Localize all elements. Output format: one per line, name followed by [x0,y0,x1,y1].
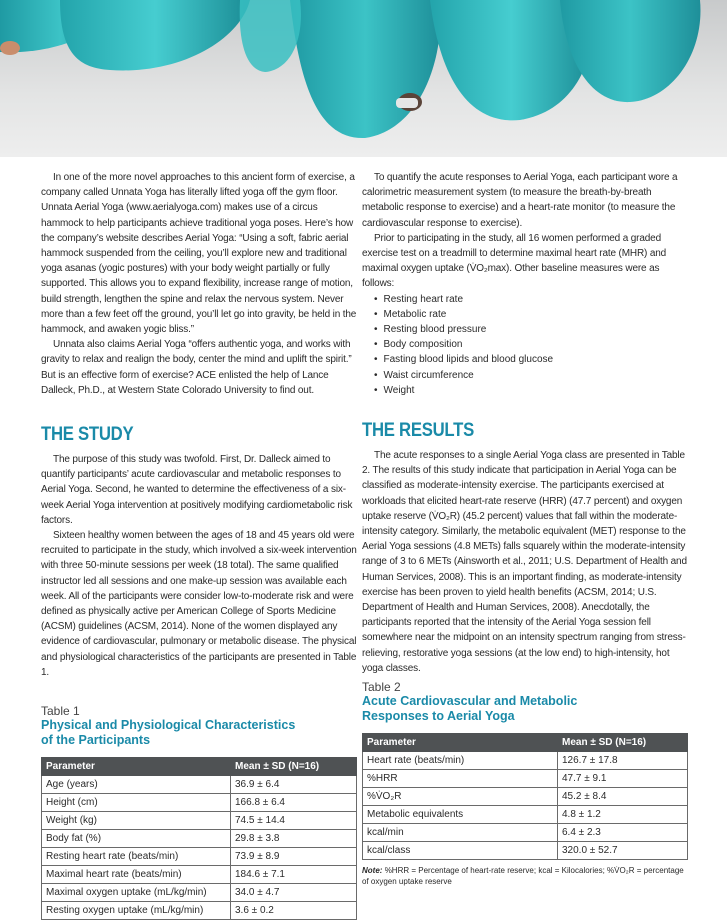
table2-block [362,680,688,887]
table-cell: 126.7 ± 17.8 [558,752,688,770]
list-item: • Resting blood pressure [374,322,688,337]
table-cell: Resting heart rate (beats/min) [42,848,231,866]
hero-photo [0,0,727,157]
list-item: • Weight [374,383,688,398]
method-paragraph: Prior to participating in the study, all 16 women performed a graded exercise test on a treadmill to determine maximal heart rate (MHR) and maximal oxygen uptake (V̇O₂max). Other baseline measures were as follows: [362,232,667,290]
column-header: Mean ± SD (N=16) [558,734,688,752]
column-header: Mean ± SD (N=16) [231,758,357,776]
table1-label: Table 1 [41,704,80,719]
table1-title-line1: Physical and Physiological Characteristics [41,718,296,733]
baseline-measures-list [362,292,688,398]
table1-block [41,704,357,920]
table-cell: 166.8 ± 6.4 [231,794,357,812]
table1 [41,757,357,920]
table-row [42,848,357,866]
table-cell: 74.5 ± 14.4 [231,812,357,830]
table-row [42,884,357,902]
table-cell: Metabolic equivalents [363,806,558,824]
table-cell: 29.8 ± 3.8 [231,830,357,848]
table-row [363,788,688,806]
table-cell: 45.2 ± 8.4 [558,788,688,806]
table-cell: %HRR [363,770,558,788]
table-cell: Maximal oxygen uptake (mL/kg/min) [42,884,231,902]
table2 [362,733,688,860]
aerial-hammocks-illustration [0,0,727,157]
list-item: • Waist circumference [374,368,688,383]
results-heading: THE RESULTS [362,420,474,442]
table-cell: 36.9 ± 6.4 [231,776,357,794]
method-text [362,170,688,292]
results-text [362,448,688,676]
table-row [363,824,688,842]
table-row [42,812,357,830]
table-cell: Heart rate (beats/min) [363,752,558,770]
table2-title-line2: Responses to Aerial Yoga [362,709,515,724]
table-cell: kcal/min [363,824,558,842]
table-row [42,794,357,812]
table-cell: 34.0 ± 4.7 [231,884,357,902]
intro-paragraph: In one of the more novel approaches to this ancient form of exercise, a company called Unnata Yoga has literally lifted yoga off the gym floor. Unnata Aerial Yoga (www.aerialyoga.com) makes use of a circus hammock to help participants achieve traditional yoga poses. Here’s how the company’s website describes Aerial Yoga: “Using a soft, fabric aerial hammock suspended from the ceiling, you’ll explore new and traditional yoga asanas (yogic postures) with your body weight partially or fully supported. This allows you to expand flexibility, increase range of motion, build strength, lengthen the spine and relax the nervous system. Never more than a few feet off the ground, you’ll let go into gravity, be held in the hammock, and awaken yogic bliss.” [41,172,357,336]
table-cell: Body fat (%) [42,830,231,848]
table-row [363,842,688,860]
table-cell: 320.0 ± 52.7 [558,842,688,860]
note-label: Note: [362,866,383,876]
table1-title [41,718,357,748]
list-item: • Fasting blood lipids and blood glucose [374,352,688,367]
table-row [42,776,357,794]
table-cell: Maximal heart rate (beats/min) [42,866,231,884]
intro-text [41,170,357,398]
table-row [363,770,688,788]
left-column [41,170,357,920]
table-header-row [42,758,357,776]
table-cell: Height (cm) [42,794,231,812]
table-cell: 3.6 ± 0.2 [231,902,357,920]
list-item: • Body composition [374,337,688,352]
table2-label: Table 2 [362,680,401,695]
study-paragraph: Sixteen healthy women between the ages of 18 and 45 years old were recruited to participate in the study, which involved a six-week intervention with three 50-minute sessions per week (18 total). The same qualified instructor led all sessions and one make-up session was available each week. All of the participants were consider low-to-moderate risk and were defined as physically active per American College of Sports Medicine (ACSM) guidelines (ACSM, 2014). None of the women displayed any evidence of cardiovascular, pulmonary or metabolic disease. The physical and physiological characteristics of the participants are presented in Table 1. [41,530,357,678]
note-text: %HRR = Percentage of heart-rate reserve; kcal = Kilocalories; %V̇O₂R = percentage of oxygen uptake reserve [362,866,684,887]
table-header-row [363,734,688,752]
table-row [363,806,688,824]
study-paragraph: The purpose of this study was twofold. First, Dr. Dalleck aimed to quantify participants’ acute cardiovascular and metabolic responses to Aerial Yoga. Second, he wanted to determine the effectiveness of a six-week Aerial Yoga intervention at positively modifying cardiometabolic risk factors. [41,454,353,526]
table-cell: 184.6 ± 7.1 [231,866,357,884]
method-paragraph: To quantify the acute responses to Aerial Yoga, each participant wore a calorimetric measurement system (to measure the breath-by-breath metabolic response to exercise) and a heart-rate monitor (to measure the cardiovascular response to exercise). [362,172,678,229]
table2-title [362,694,688,724]
table-cell: Age (years) [42,776,231,794]
results-paragraph: The acute responses to a single Aerial Yoga class are presented in Table 2. The results of this study indicate that participation in Aerial Yoga can be classified as moderate-intensity exercise. The participants exercised at workloads that elicited heart-rate reserve (HRR) (47.7 percent) and oxygen uptake reserve (V̇O₂R) (45.2 percent) values that fall within the moderate-intensity category. Similarly, the metabolic equivalent (MET) response to the Aerial Yoga sessions (4.8 METs) falls squarely within the moderate-intensity range of 3 to 6 METs (Ainsworth et al., 2011; U.S. Department of Health and Human Services, 2008). This is an important finding, as moderate-intensity exercise has been proven to yield health benefits (ACSM, 2014; U.S. Department of Health and Human Services, 2008). Anecdotally, the participants reported that the intensity of the Aerial Yoga session fell somewhere near the midpoint on an intensity spectrum ranging from stress-relieving, restorative yoga sessions (at the low end) to high-intensity, hot yoga classes. [362,450,687,674]
table-cell: 4.8 ± 1.2 [558,806,688,824]
right-column [362,170,688,887]
list-item: • Resting heart rate [374,292,688,307]
table-cell: kcal/class [363,842,558,860]
intro-paragraph: Unnata also claims Aerial Yoga “offers authentic yoga, and works with gravity to relax and realign the body, center the mind and uplift the spirit.” But is an effective form of exercise? ACE enlisted the help of Lance Dalleck, Ph.D., at Western State Colorado University to find out. [41,339,352,396]
table-cell: %V̇O₂R [363,788,558,806]
table-row [363,752,688,770]
table-cell: 6.4 ± 2.3 [558,824,688,842]
table2-title-line1: Acute Cardiovascular and Metabolic [362,694,578,709]
table-cell: 47.7 ± 9.1 [558,770,688,788]
column-header: Parameter [363,734,558,752]
table-cell: 73.9 ± 8.9 [231,848,357,866]
table-row [42,902,357,920]
table2-note [362,865,688,887]
study-heading: THE STUDY [41,424,134,446]
table-cell: Weight (kg) [42,812,231,830]
study-text [41,452,357,680]
table-cell: Resting oxygen uptake (mL/kg/min) [42,902,231,920]
table-row [42,830,357,848]
list-item: • Metabolic rate [374,307,688,322]
column-header: Parameter [42,758,231,776]
table1-title-line2: of the Participants [41,733,151,748]
table-row [42,866,357,884]
